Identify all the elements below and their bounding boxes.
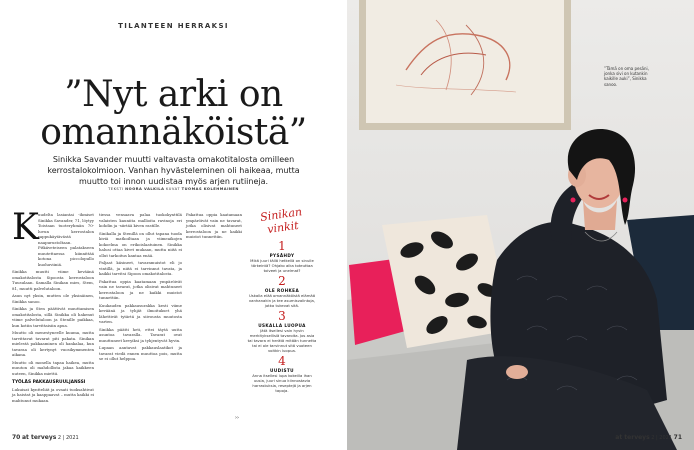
tips-box [247,205,317,395]
magazine-name-right: at terveys [615,434,650,441]
body-paragraph: Asun nyt yksin, mutten ole yksinäinen, Sinikka sanoo. [12,293,94,304]
body-paragraph: Muutto oli monella tapaa haikea, mutta muuton oli mahdollista jakaa kaikkeen uuteen, Sinikka miettii. [12,359,94,376]
body-subheading: TYÖLÄS PAKKAUSRUULJANSSI [12,380,86,385]
headline [0,76,347,152]
tip-title: PYSÄHDY [269,253,295,258]
tip-item [247,240,317,273]
body-column-2 [99,212,182,364]
right-page-photo [347,0,694,450]
headline-line-1: ”Nyt arki on [64,74,283,115]
body-paragraph: uudelta lasiantai -ihmiset Sinikka Savander, 71, löytyy Toistaan tuoteryhmän 70-luvun kerrostalon rappukäytävästä naapurustoltaan. Pitkäveteiseen palatakseen muutettaessa kiinnittää kotona piccolopullo kuohuviiniä. [38,212,94,267]
tip-number: 1 [278,239,286,253]
magazine-name-left: at terveys [21,434,57,441]
byline [0,187,347,191]
continue-arrow: ›› [235,415,239,421]
body-paragraph: Sinikka muutti viime keväänä omakotitalosta Sipoosta kerrostaloon Tuusulaan. Samalla Sinikan mies, Stem, 81, muutti palvelutaloon. [12,269,94,291]
body-paragraph: Sinikka päätti heti, ettei täytä uutta asuntoa tavaralla. Tavarat ovat muuttuneet kevyiksi ja tyhjentyvät hyvin. [99,326,182,343]
folio-left [12,434,79,441]
body-column-1 [12,207,94,405]
issue-left: 2 | 2021 [57,435,79,441]
photo-caption: ”Tämä on oma pesäni, jonka sivi on kutankin kaikille auki”, Sinikka sanoo. [604,66,649,87]
tip-title: USKALLA LUOPUA [258,323,306,328]
tip-text: Jätä itsellesi vain hyvin merkityksellisiä tavaroita. Jos asia tai tavara ei herätä mitään tunnetta tai ei ole tarvinnut sitä vuoteen voitkin luopua. [247,328,317,353]
tip-number: 2 [278,274,286,288]
tip-item [247,355,317,393]
issue-right: 2 | 2021 [651,435,673,441]
body-paragraph: Sinikka ja Sten päättivät muuttamisen omakotitalosta, sillä Sinikka oli hakenut viime palvelutaloon ja Stenille paikkaa, kun kotiin tarvittaisiin apua. [12,306,94,328]
body-paragraph: Muutto oli menestyneelle kuuma, mutta tarvittavat tavarat piti pakata. Sinikan mielestä pakkaaminen oli hankalaa, kun tavaraa oli kertynyt vuosikymmenten aikana. [12,330,94,357]
tip-text: Uskalla elää omannäköistä elämää vanhanakin ja tee asumisvalintoja, jotka tukevat sitä. [248,293,316,308]
body-paragraph: Pakattua oppia kaatamaan ympäröivät vain ne tavarat, jotka olisivat mahtuneet kerrostaloon ja ne kaikki muistot tunnettiin. [99,278,182,300]
body-paragraph: Kuukauden pakkausurakka kesti viime keväänä ja tyhjät ilmoitukset yhä lähettivät tytärtä ja siivousta muutosta varten. [99,302,182,324]
folio-right [615,434,682,441]
page-number-right: 71 [673,434,682,441]
body-column-3 [186,212,242,242]
tip-text: Mikä juuri tällä hetkellä on sinulle tärkeintä? Ohjako aika toteuttaa toiveet ja unelmat? [250,258,314,273]
headline-line-2: omannäköistä” [40,112,307,153]
tip-text: Anna itsellesi lupa kokeilla ihan uusia, juuri sinua kiinnostavia harrastuksia, reseptejä ja arjen tapoja. [252,373,312,393]
tip-item [247,275,317,308]
tips-heading: Sinikan vinkit [259,205,303,237]
byline-photo-author: TUOMAS KOLEHMAINEN [181,187,239,191]
body-paragraph: Paljaat käsineet, tavaramuistot eli jo vintillä, ja niitä ei tarvinnut tavata, ja kaikki tarvitsi Sipoon omakotitalosta. [99,260,182,276]
tip-number: 4 [278,354,286,368]
tip-item [247,310,317,353]
byline-text-author: NOORA VALKILA [125,187,165,191]
scene-illustration [347,0,694,450]
body-paragraph: Lukuisat kyntteliät ja ovaati tuoksahtivat ja haistat ja kaappaavat – mutta kaikki ei mahtunut mukaan. [12,386,94,403]
tip-number: 3 [278,309,286,323]
body-paragraph: tiessa vensaava palaa tuokokynttilä valaisten kauniita mallioita ravinoja eri kohdin ja -siirtää kiven rastille. [99,212,182,228]
page-number-left: 70 [12,434,21,441]
tip-title: OLE ROHKEA [264,288,300,293]
body-paragraph: Sinikalla ja Stenillä on ollut tapana tuoda kiviä matkoiltaan ja viimeaikojen kokoelma on erikoislaatuinen. Sinikka halusi ottaa kivet mukaan, mutta niitä ei ollut tarkoitus kantaa enää. [99,230,182,258]
section-kicker: TILANTEEN HERRAKSI [118,22,229,30]
drop-cap: K [12,207,39,248]
byline-text-label: TEKSTI [108,187,124,191]
body-paragraph: Lupaan aantavat pakkauslaatikot ja tavarat viedä ennen muuttoa pois, mutta se ei ollut helppoa. [99,345,182,361]
body-paragraph: Pakattua oppia kaatamaan ympäröivät vain ne tavarat, jotka olisivat mahtuneet kerrostaloon ja ne kaikki muistot tunnettiin. [186,212,242,239]
tip-title: UUDISTU [270,368,294,373]
byline-photo-label: KUVAT [166,187,181,191]
lead-paragraph: Sinikka Savander muutti valtavasta omakotitalosta omilleen kerrostalokolmioon. Vanhan hyvästeleminen oli haikeaa, mutta muutto toi innon uudistaa myös arjen rutiineja. [47,155,300,186]
